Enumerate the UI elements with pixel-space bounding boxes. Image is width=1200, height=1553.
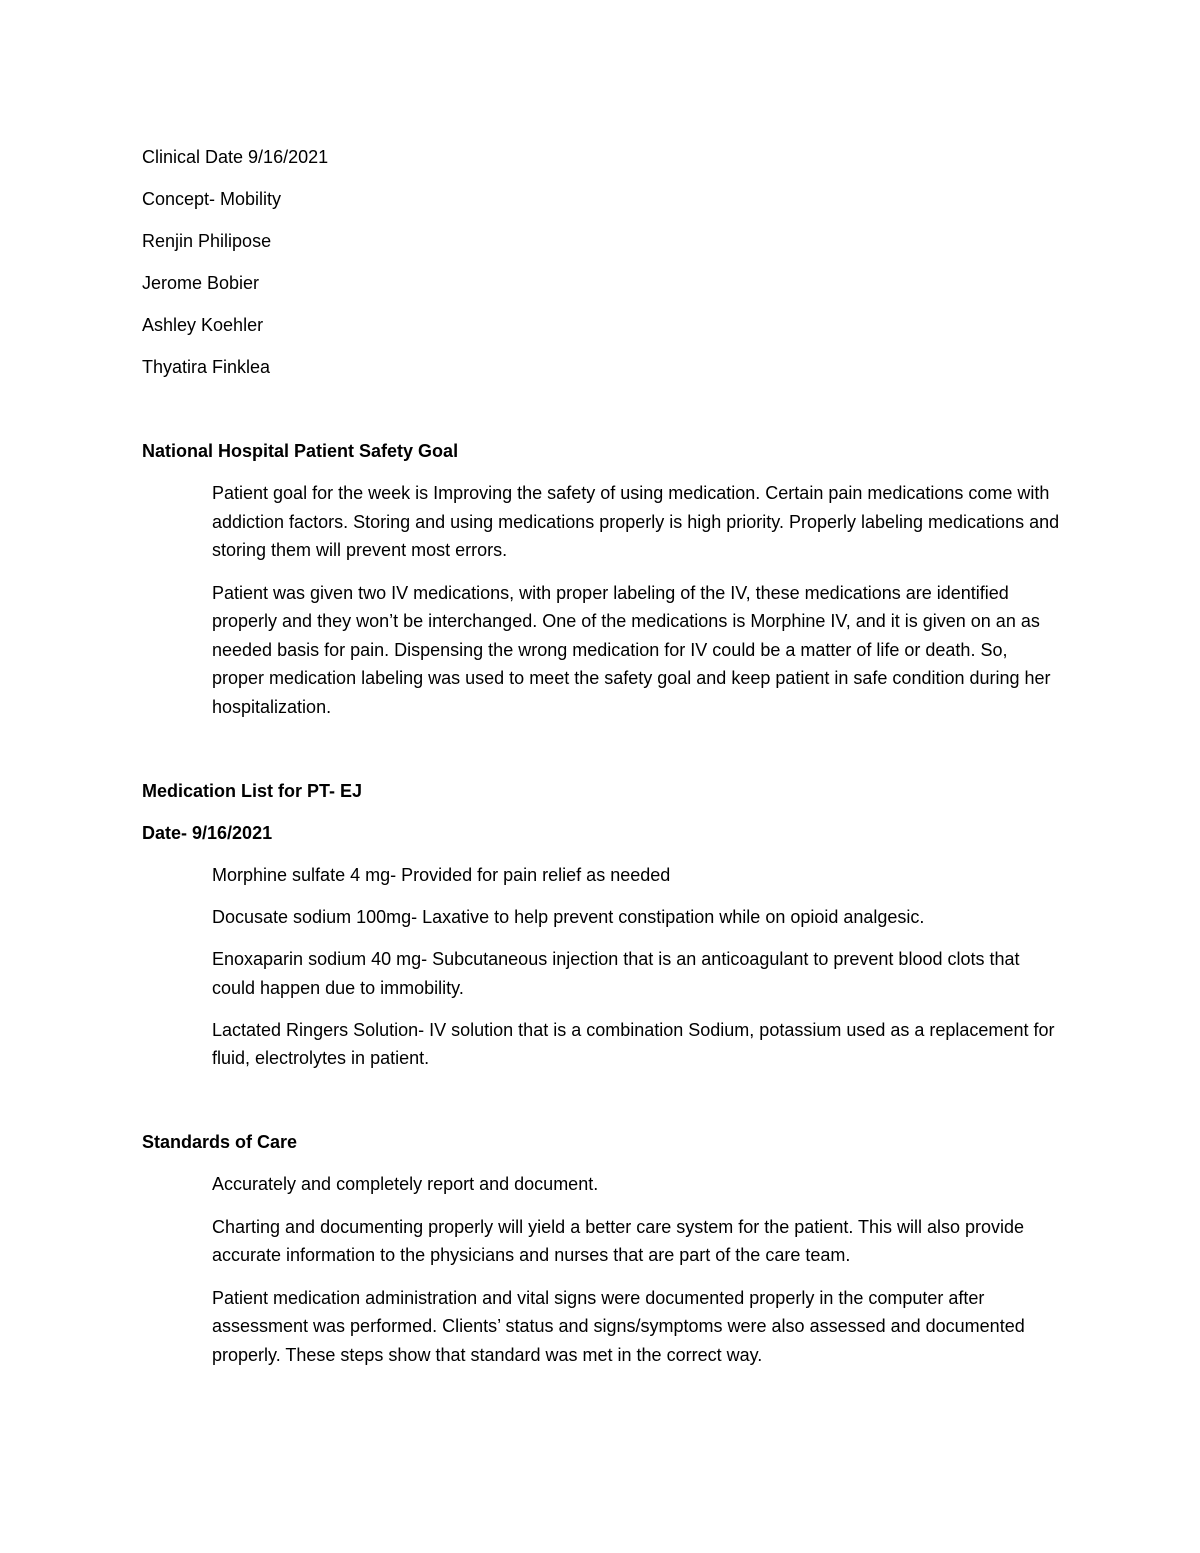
medication-item: Morphine sulfate 4 mg- Provided for pain relief as needed	[212, 865, 671, 885]
medication-list-heading: Medication List for PT- EJ	[142, 781, 363, 801]
medication-item: Lactated Ringers Solution- IV solution that is a combination Sodium, potassium used as a replacement for fluid, electrolytes in patient.	[212, 1019, 1055, 1068]
safety-goal-section	[142, 437, 1062, 721]
medication-item: Docusate sodium 100mg- Laxative to help prevent constipation while on opioid analgesic.	[212, 907, 925, 927]
header-block	[142, 143, 1062, 382]
concept-line: Concept- Mobility	[142, 189, 282, 209]
section-spacer	[142, 735, 1062, 777]
medication-date-heading: Date- 9/16/2021	[142, 823, 273, 843]
section-spacer	[142, 1086, 1062, 1128]
clinical-date-line: Clinical Date 9/16/2021	[142, 147, 329, 167]
author-name: Jerome Bobier	[142, 273, 260, 293]
author-name: Renjin Philipose	[142, 231, 272, 251]
standards-paragraph: Patient medication administration and vital signs were documented properly in the computer after assessment was performed. Clients’ status and signs/symptoms were also assessed and documented properly. These steps show that standard was met in the correct way.	[212, 1287, 1025, 1365]
section-spacer	[142, 395, 1062, 437]
standards-of-care-heading: Standards of Care	[142, 1132, 298, 1152]
safety-goal-paragraph: Patient goal for the week is Improving the safety of using medication. Certain pain medications come with addiction factors. Storing and using medications properly is high priority. Properly labeling medications and storing them will prevent most errors.	[212, 483, 1060, 560]
standards-of-care-section	[142, 1128, 1062, 1369]
author-name: Thyatira Finklea	[142, 357, 271, 377]
document-body	[142, 143, 1062, 1383]
medication-list-section	[142, 777, 1062, 1073]
standards-paragraph: Charting and documenting properly will yield a better care system for the patient. This will also provide accurate information to the physicians and nurses that are part of the care team.	[212, 1216, 1025, 1265]
medication-item: Enoxaparin sodium 40 mg- Subcutaneous injection that is an anticoagulant to prevent blood clots that could happen due to immobility.	[212, 949, 1020, 998]
author-name: Ashley Koehler	[142, 315, 264, 335]
safety-goal-paragraph: Patient was given two IV medications, with proper labeling of the IV, these medications are identified properly and they won’t be interchanged. One of the medications is Morphine IV, and it is given on an as needed basis for pain. Dispensing the wrong medication for IV could be a matter of life or death. So, proper medication labeling was used to meet the safety goal and keep patient in safe condition during her hospitalization.	[212, 582, 1051, 717]
safety-goal-heading: National Hospital Patient Safety Goal	[142, 441, 459, 461]
standards-paragraph: Accurately and completely report and document.	[212, 1174, 599, 1194]
